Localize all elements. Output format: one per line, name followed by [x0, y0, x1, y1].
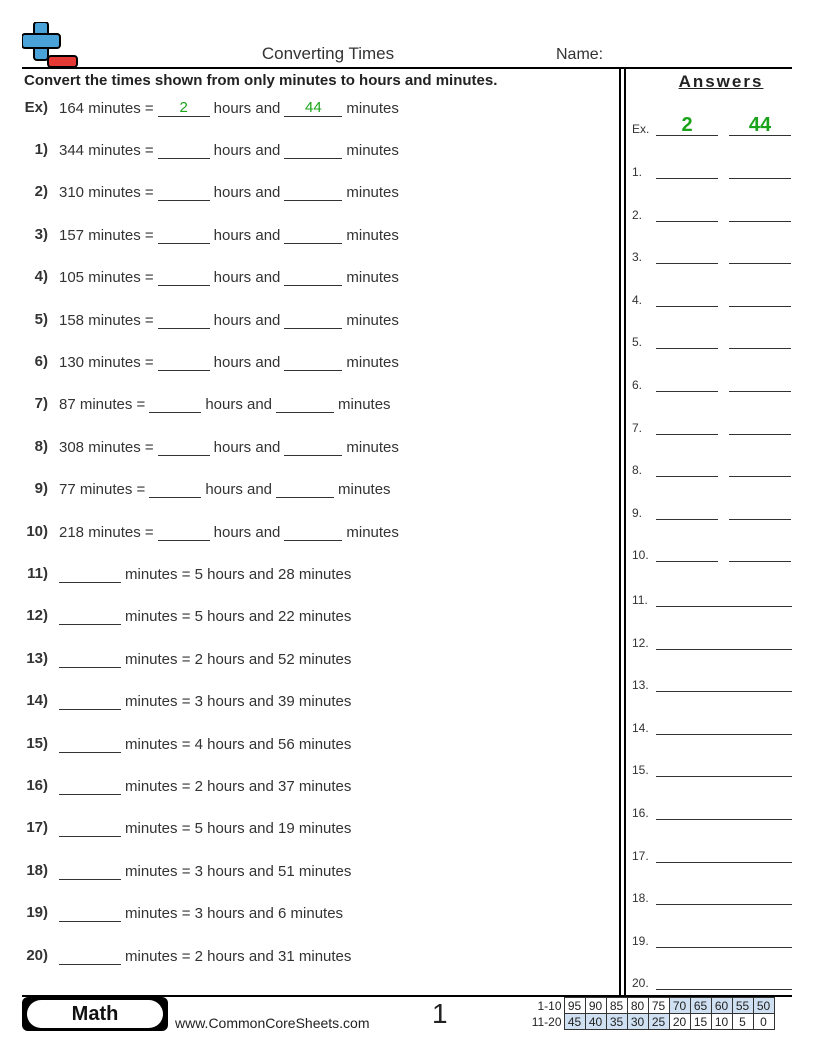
- instructions: Convert the times shown from only minutes to hours and minutes.: [24, 72, 498, 89]
- problem-body: [59, 226, 399, 244]
- score-range-label: 1-10: [537, 998, 562, 1013]
- problem-number: 7): [34, 395, 48, 413]
- problem-row: [0, 268, 600, 292]
- problem-mid: hours and: [213, 100, 281, 117]
- minutes-answer-blank[interactable]: [284, 226, 342, 244]
- problem-mid: hours and: [205, 481, 273, 499]
- answer-label: 19.: [632, 933, 649, 948]
- problem-row: [0, 480, 600, 504]
- problem-row: [0, 183, 600, 207]
- answer-total-blank[interactable]: [656, 800, 792, 820]
- problem-mid: hours and: [213, 226, 281, 244]
- score-cell: 80: [627, 998, 648, 1014]
- score-cell: 70: [669, 998, 690, 1014]
- problem-tail: minutes: [346, 523, 399, 541]
- score-cell: 65: [690, 998, 711, 1014]
- minutes-answer-blank[interactable]: [284, 183, 342, 201]
- problem-mid: hours and: [213, 523, 281, 541]
- example-problem: [0, 99, 600, 123]
- total-minutes-blank[interactable]: [59, 607, 121, 625]
- problem-number: 14): [26, 692, 48, 710]
- answer-row: [632, 200, 802, 222]
- answer-row: [632, 628, 802, 650]
- problem-row: [0, 141, 600, 165]
- problem-mid: hours and: [213, 142, 281, 159]
- answer-total-blank[interactable]: [656, 970, 792, 990]
- problem-body: [59, 819, 351, 837]
- score-cell: 35: [606, 1014, 627, 1030]
- score-cell: 75: [648, 998, 669, 1014]
- problem-tail: minutes: [346, 311, 399, 329]
- minutes-answer-blank[interactable]: [284, 523, 342, 541]
- problem-mid: hours and: [205, 396, 273, 414]
- score-cell: 95: [564, 998, 585, 1014]
- problem-lead: 77 minutes =: [59, 481, 146, 499]
- minutes-answer-blank[interactable]: [276, 480, 334, 498]
- answer-label: 2.: [632, 207, 643, 222]
- problem-tail: minutes: [338, 481, 391, 499]
- total-minutes-blank[interactable]: [59, 904, 121, 922]
- answer-label: 14.: [632, 720, 649, 735]
- hours-answer-blank[interactable]: [158, 353, 210, 371]
- problem-body: [59, 565, 351, 583]
- answer-row: [632, 157, 802, 179]
- problem-mid: hours and: [213, 184, 281, 202]
- minutes-answer-blank[interactable]: [284, 268, 342, 286]
- answer-label: 18.: [632, 891, 649, 906]
- answer-row: [632, 540, 802, 562]
- answer-hours-blank[interactable]: [656, 372, 718, 392]
- problem-body: [59, 735, 351, 753]
- problem-lead: 157 minutes =: [59, 226, 154, 244]
- score-row: [528, 1014, 774, 1030]
- hours-answer-blank[interactable]: [158, 141, 210, 159]
- problem-mid: hours and: [213, 269, 281, 287]
- problem-number: 11): [27, 565, 48, 582]
- minutes-answer-blank[interactable]: [284, 311, 342, 329]
- problem-tail: minutes: [346, 269, 399, 287]
- score-table: [528, 997, 775, 1030]
- answer-example-hours: 2: [656, 116, 718, 136]
- answers-title: Answers: [678, 72, 764, 91]
- problem-body: [59, 523, 399, 541]
- answer-row: [632, 798, 802, 820]
- problem-text: minutes = 5 hours and 28 minutes: [125, 566, 352, 583]
- answer-label: 15.: [632, 763, 649, 778]
- answer-label: 6.: [632, 378, 643, 392]
- name-label: Name:: [556, 46, 604, 63]
- answer-label: 8.: [632, 463, 643, 478]
- total-minutes-blank[interactable]: [59, 650, 121, 668]
- hours-answer-blank[interactable]: [158, 438, 210, 456]
- score-cell: 0: [753, 1014, 774, 1030]
- total-minutes-blank[interactable]: [59, 692, 121, 710]
- answer-row: [632, 670, 802, 692]
- answer-row: [632, 713, 802, 735]
- answer-row: [632, 841, 802, 863]
- answer-row: [632, 968, 802, 990]
- answer-example-minutes: 44: [729, 116, 791, 136]
- problem-mid: hours and: [213, 438, 281, 456]
- answer-row: [632, 585, 802, 607]
- problem-tail: minutes: [346, 354, 399, 371]
- problem-row: [0, 735, 600, 759]
- problem-text: minutes = 4 hours and 56 minutes: [125, 735, 352, 753]
- answer-hours-blank[interactable]: [656, 457, 718, 477]
- problem-lead: 87 minutes =: [59, 396, 146, 414]
- problem-number: 20): [26, 946, 48, 964]
- answer-hours-blank[interactable]: [656, 329, 718, 349]
- problem-body: [59, 650, 351, 668]
- problem-body: [59, 183, 399, 201]
- answer-hours-blank[interactable]: [656, 287, 718, 307]
- problem-lead: 310 minutes =: [59, 184, 154, 202]
- answer-row: [632, 327, 802, 349]
- answer-minutes-blank[interactable]: [729, 244, 791, 264]
- answer-total-blank[interactable]: [656, 885, 792, 905]
- score-range-label: 11-20: [531, 1014, 562, 1029]
- problem-number: 18): [26, 861, 48, 879]
- answer-row: [632, 755, 802, 777]
- answer-label: 1.: [632, 165, 643, 179]
- problem-body: [59, 904, 343, 922]
- hours-answer-blank[interactable]: [158, 268, 210, 286]
- problem-body: [59, 141, 399, 159]
- hours-answer-blank[interactable]: [149, 395, 201, 413]
- problem-text: minutes = 2 hours and 52 minutes: [125, 650, 352, 668]
- score-cell: 55: [732, 998, 753, 1014]
- answer-total-blank[interactable]: [656, 672, 792, 692]
- score-cell: 10: [711, 1014, 732, 1030]
- score-cell: 5: [732, 1014, 753, 1030]
- problem-body: [59, 480, 391, 498]
- total-minutes-blank[interactable]: [59, 777, 121, 795]
- problem-row: [0, 311, 600, 335]
- answer-row-example: [632, 114, 802, 136]
- answer-label: 11.: [632, 593, 648, 607]
- answer-hours-blank[interactable]: [656, 159, 718, 179]
- problem-lead: 158 minutes =: [59, 311, 154, 329]
- score-cell: 20: [669, 1014, 690, 1030]
- score-cell: 30: [627, 1014, 648, 1030]
- total-minutes-blank[interactable]: [59, 862, 121, 880]
- total-minutes-blank[interactable]: [59, 565, 121, 583]
- answer-row: [632, 370, 802, 392]
- problem-number: 9): [34, 480, 48, 498]
- answer-total-blank[interactable]: [656, 843, 792, 863]
- problem-number: 2): [34, 183, 48, 201]
- problem-number: 5): [34, 310, 48, 328]
- problem-number: 1): [34, 141, 48, 158]
- problem-lead: 308 minutes =: [59, 438, 154, 456]
- problem-number: 6): [34, 353, 48, 370]
- subject-label: Math: [27, 1000, 163, 1028]
- score-cell: 45: [564, 1014, 585, 1030]
- problem-text: minutes = 2 hours and 37 minutes: [125, 778, 352, 795]
- problem-row: [0, 862, 600, 886]
- score-cell: 25: [648, 1014, 669, 1030]
- answer-hours-blank[interactable]: [656, 415, 718, 435]
- answer-minutes-blank[interactable]: [729, 457, 791, 477]
- answer-minutes-blank[interactable]: [729, 202, 791, 222]
- answer-label: 3.: [632, 250, 643, 265]
- problem-number: 17): [26, 819, 48, 837]
- answer-label: 9.: [632, 505, 643, 520]
- hours-answer-blank[interactable]: [158, 226, 210, 244]
- answer-label: 10.: [632, 548, 649, 563]
- problem-row: [0, 353, 600, 377]
- problem-body: [59, 353, 399, 371]
- problem-number: 12): [26, 607, 48, 625]
- website-link[interactable]: www.CommonCoreSheets.com: [175, 1015, 370, 1031]
- problem-body: [59, 438, 399, 456]
- problem-body: [59, 692, 351, 710]
- problem-body: [59, 947, 351, 965]
- answer-label: 17.: [632, 848, 649, 863]
- hours-answer-blank[interactable]: [158, 523, 210, 541]
- answer-label: 5.: [632, 335, 643, 350]
- problem-tail: minutes: [346, 438, 399, 456]
- minutes-answer-blank[interactable]: [284, 353, 342, 371]
- answer-minutes-blank[interactable]: [729, 372, 791, 392]
- page-number: 1: [432, 998, 448, 1029]
- problem-row: [0, 692, 600, 716]
- problem-body: [59, 268, 399, 286]
- problem-row: [0, 226, 600, 250]
- problem-row: [0, 904, 600, 928]
- answer-label: 4.: [632, 292, 643, 307]
- minutes-answer-blank[interactable]: [276, 395, 334, 413]
- answer-row: [632, 498, 802, 520]
- hours-answer-blank[interactable]: [158, 183, 210, 201]
- problem-number: 13): [26, 649, 48, 667]
- answer-minutes-blank[interactable]: [729, 287, 791, 307]
- score-cell: 50: [753, 998, 774, 1014]
- problem-row: [0, 607, 600, 631]
- problem-number: 4): [34, 268, 48, 286]
- problem-body: [59, 395, 391, 413]
- answer-minutes-blank[interactable]: [729, 329, 791, 349]
- problem-lead: 218 minutes =: [59, 523, 154, 541]
- problem-text: minutes = 5 hours and 19 minutes: [125, 820, 352, 838]
- problem-row: [0, 650, 600, 674]
- problem-tail: minutes: [346, 100, 399, 117]
- answer-row: [632, 285, 802, 307]
- score-cell: 40: [585, 1014, 606, 1030]
- answer-total-blank[interactable]: [656, 928, 792, 948]
- problem-row: [0, 947, 600, 971]
- score-cell: 90: [585, 998, 606, 1014]
- problem-lead: 105 minutes =: [59, 269, 154, 287]
- problem-row: [0, 565, 600, 589]
- answer-hours-blank[interactable]: [656, 542, 718, 562]
- answer-minutes-blank[interactable]: [729, 500, 791, 520]
- problem-number: 3): [34, 225, 48, 243]
- example-hours-answer: 2: [158, 99, 210, 117]
- problem-number: 10): [26, 522, 48, 540]
- problem-body: [59, 607, 351, 625]
- problem-body: [59, 311, 399, 329]
- answer-hours-blank[interactable]: [656, 244, 718, 264]
- answer-total-blank[interactable]: [656, 630, 792, 650]
- minutes-answer-blank[interactable]: [284, 438, 342, 456]
- answer-row: [632, 242, 802, 264]
- answer-label: 20.: [632, 976, 649, 991]
- problem-tail: minutes: [338, 396, 391, 414]
- answer-hours-blank[interactable]: [656, 202, 718, 222]
- example-minutes-answer: 44: [284, 99, 342, 117]
- subject-badge: [22, 997, 168, 1031]
- answer-label: 16.: [632, 806, 649, 820]
- score-cell: 15: [690, 1014, 711, 1030]
- problem-row: [0, 523, 600, 547]
- column-divider: [619, 67, 621, 995]
- score-cell: 85: [606, 998, 627, 1014]
- problem-row: [0, 395, 600, 419]
- problem-number: 16): [26, 777, 48, 794]
- problem-body: [59, 862, 351, 880]
- answer-total-blank[interactable]: [656, 757, 792, 777]
- problem-text: minutes = 5 hours and 22 minutes: [125, 608, 352, 626]
- problem-number: 19): [26, 904, 48, 922]
- problem-lead: 130 minutes =: [59, 354, 154, 371]
- answer-row: [632, 883, 802, 905]
- score-cell: 60: [711, 998, 732, 1014]
- problem-text: minutes = 3 hours and 51 minutes: [125, 862, 352, 880]
- answer-label: 7.: [632, 420, 643, 435]
- answer-row: [632, 455, 802, 477]
- problem-tail: minutes: [346, 142, 399, 159]
- answer-row: [632, 413, 802, 435]
- minutes-answer-blank[interactable]: [284, 141, 342, 159]
- total-minutes-blank[interactable]: [59, 735, 121, 753]
- problem-number: 15): [26, 734, 48, 752]
- score-row: [528, 998, 774, 1014]
- hours-answer-blank[interactable]: [149, 480, 201, 498]
- problem-body: [59, 777, 351, 795]
- answer-label: 13.: [632, 678, 649, 693]
- problem-mid: hours and: [213, 311, 281, 329]
- hours-answer-blank[interactable]: [158, 311, 210, 329]
- problem-tail: minutes: [346, 184, 399, 202]
- answer-total-blank[interactable]: [656, 715, 792, 735]
- total-minutes-blank[interactable]: [59, 819, 121, 837]
- problem-row: [0, 777, 600, 801]
- problem-tail: minutes: [346, 226, 399, 244]
- worksheet-title: Converting Times: [261, 44, 395, 63]
- problem-number: Ex): [24, 99, 48, 116]
- answer-label: 12.: [632, 635, 649, 650]
- answer-minutes-blank[interactable]: [729, 415, 791, 435]
- answer-minutes-blank[interactable]: [729, 159, 791, 179]
- total-minutes-blank[interactable]: [59, 947, 121, 965]
- answer-row: [632, 926, 802, 948]
- header-rule: [22, 67, 792, 69]
- problem-lead: 344 minutes =: [59, 142, 154, 159]
- problem-text: minutes = 3 hours and 6 minutes: [125, 905, 344, 923]
- problem-lead: 164 minutes =: [59, 100, 154, 117]
- column-divider: [624, 67, 626, 995]
- answer-label: Ex.: [632, 122, 650, 136]
- problem-row: [0, 438, 600, 462]
- answer-hours-blank[interactable]: [656, 500, 718, 520]
- problem-text: minutes = 3 hours and 39 minutes: [125, 693, 352, 711]
- problem-text: minutes = 2 hours and 31 minutes: [125, 947, 352, 965]
- answer-minutes-blank[interactable]: [729, 542, 791, 562]
- problem-row: [0, 819, 600, 843]
- problem-mid: hours and: [213, 354, 281, 371]
- problem-number: 8): [34, 437, 48, 455]
- answer-total-blank[interactable]: [656, 587, 792, 607]
